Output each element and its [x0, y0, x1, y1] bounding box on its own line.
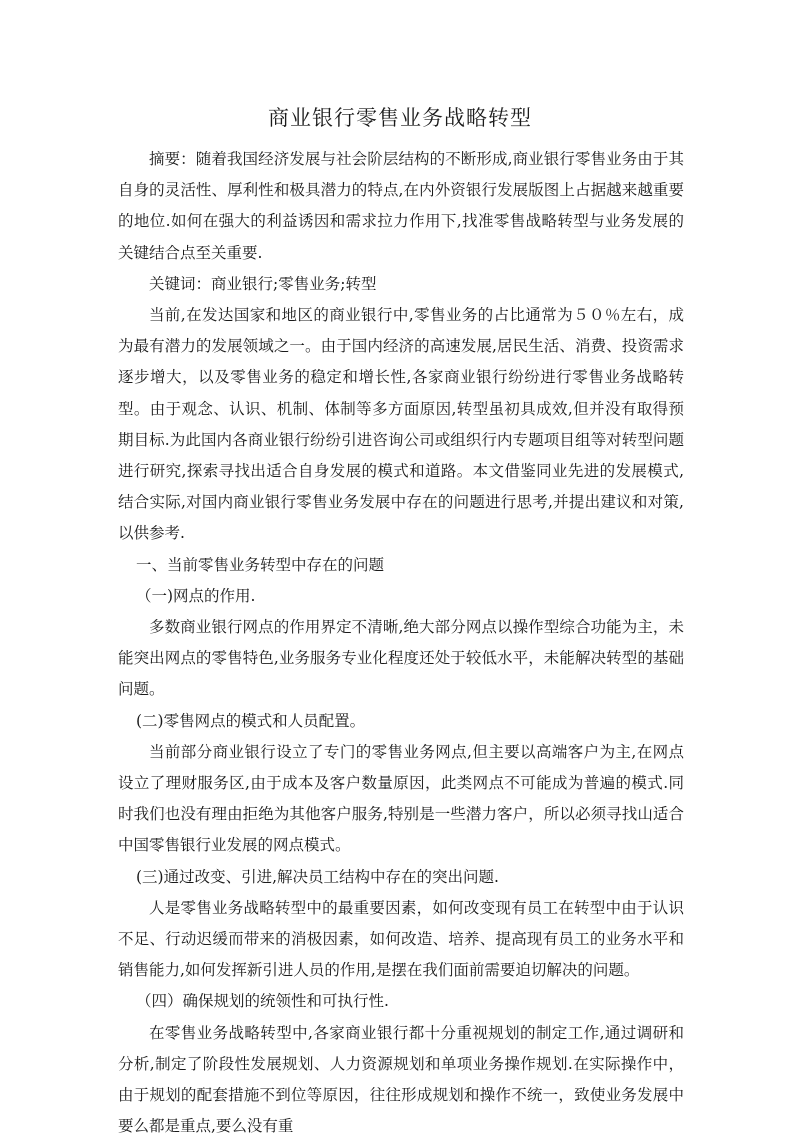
- body-paragraph: 人是零售业务战略转型中的最重要因素，如何改变现有员工在转型中由于认识不足、行动迟缓而带来的消极因素，如何改造、培养、提高现有员工的业务水平和销售能力,如何发挥新引进人员的作用,是摆在我们面前需要迫切解决的问题。: [118, 898, 684, 980]
- body-paragraph: 多数商业银行网点的作用界定不清晰,绝大部分网点以操作型综合功能为主，未能突出网点的零售特色,业务服务专业化程度还处于较低水平，未能解决转型的基础问题。: [118, 618, 684, 699]
- body-paragraph: 当前部分商业银行设立了专门的零售业务网点,但主要以高端客户为主,在网点设立了理财服务区,由于成本及客户数量原因，此类网点不可能成为普遍的模式.同时我们也没有理由拒绝为其他客户服务,特别是一些潜力客户，所以必须寻找山适合中国零售银行业发展的网点模式。: [118, 742, 684, 855]
- intro-paragraph: 当前,在发达国家和地区的商业银行中,零售业务的占比通常为５０％左右，成为最有潜力的发展领域之一。由于国内经济的高速发展,居民生活、消费、投资需求逐步增大，以及零售业务的稳定和增长性,各家商业银行纷纷进行零售业务战略转型。由于观念、认识、机制、体制等多方面原因,转型虽初具成效,但并没有取得预期目标.为此国内各商业银行纷纷引进咨询公司或组织行内专题项目组等对转型问题进行研究,探索寻找出适合自身发展的模式和道路。本文借鉴同业先进的发展模式,结合实际,对国内商业银行零售业务发展中存在的问题进行思考,并提出建议和对策,以供参考.: [118, 306, 684, 543]
- subsection-heading: （一)网点的作用.: [136, 586, 256, 605]
- section-heading: 一、当前零售业务转型中存在的问题: [136, 555, 385, 574]
- subsection-heading: (二)零售网点的模式和人员配置。: [136, 711, 366, 730]
- subsection-heading: (三)通过改变、引进,解决员工结构中存在的突出问题.: [136, 867, 499, 886]
- subsection-heading: （四）确保规划的统领性和可执行性.: [136, 992, 389, 1011]
- document-title: 商业银行零售业务战略转型: [268, 106, 532, 130]
- abstract-paragraph: 摘要：随着我国经济发展与社会阶层结构的不断形成,商业银行零售业务由于其自身的灵活性、厚利性和极具潜力的特点,在内外资银行发展版图上占据越来越重要的地位.如何在强大的利益诱因和需求拉力作用下,找准零售战略转型与业务发展的关键结合点至关重要.: [118, 150, 684, 262]
- body-paragraph: 在零售业务战略转型中,各家商业银行都十分重视规划的制定工作,通过调研和分析,制定了阶段性发展规划、人力资源规划和单项业务操作规划.在实际操作中，由于规划的配套措施不到位等原因，往往形成规划和操作不统一，致使业务发展中要么都是重点,要么没有重: [118, 1023, 684, 1136]
- document-body: [118, 144, 684, 1143]
- keywords-paragraph: 关键词：商业银行;零售业务;转型: [149, 274, 377, 293]
